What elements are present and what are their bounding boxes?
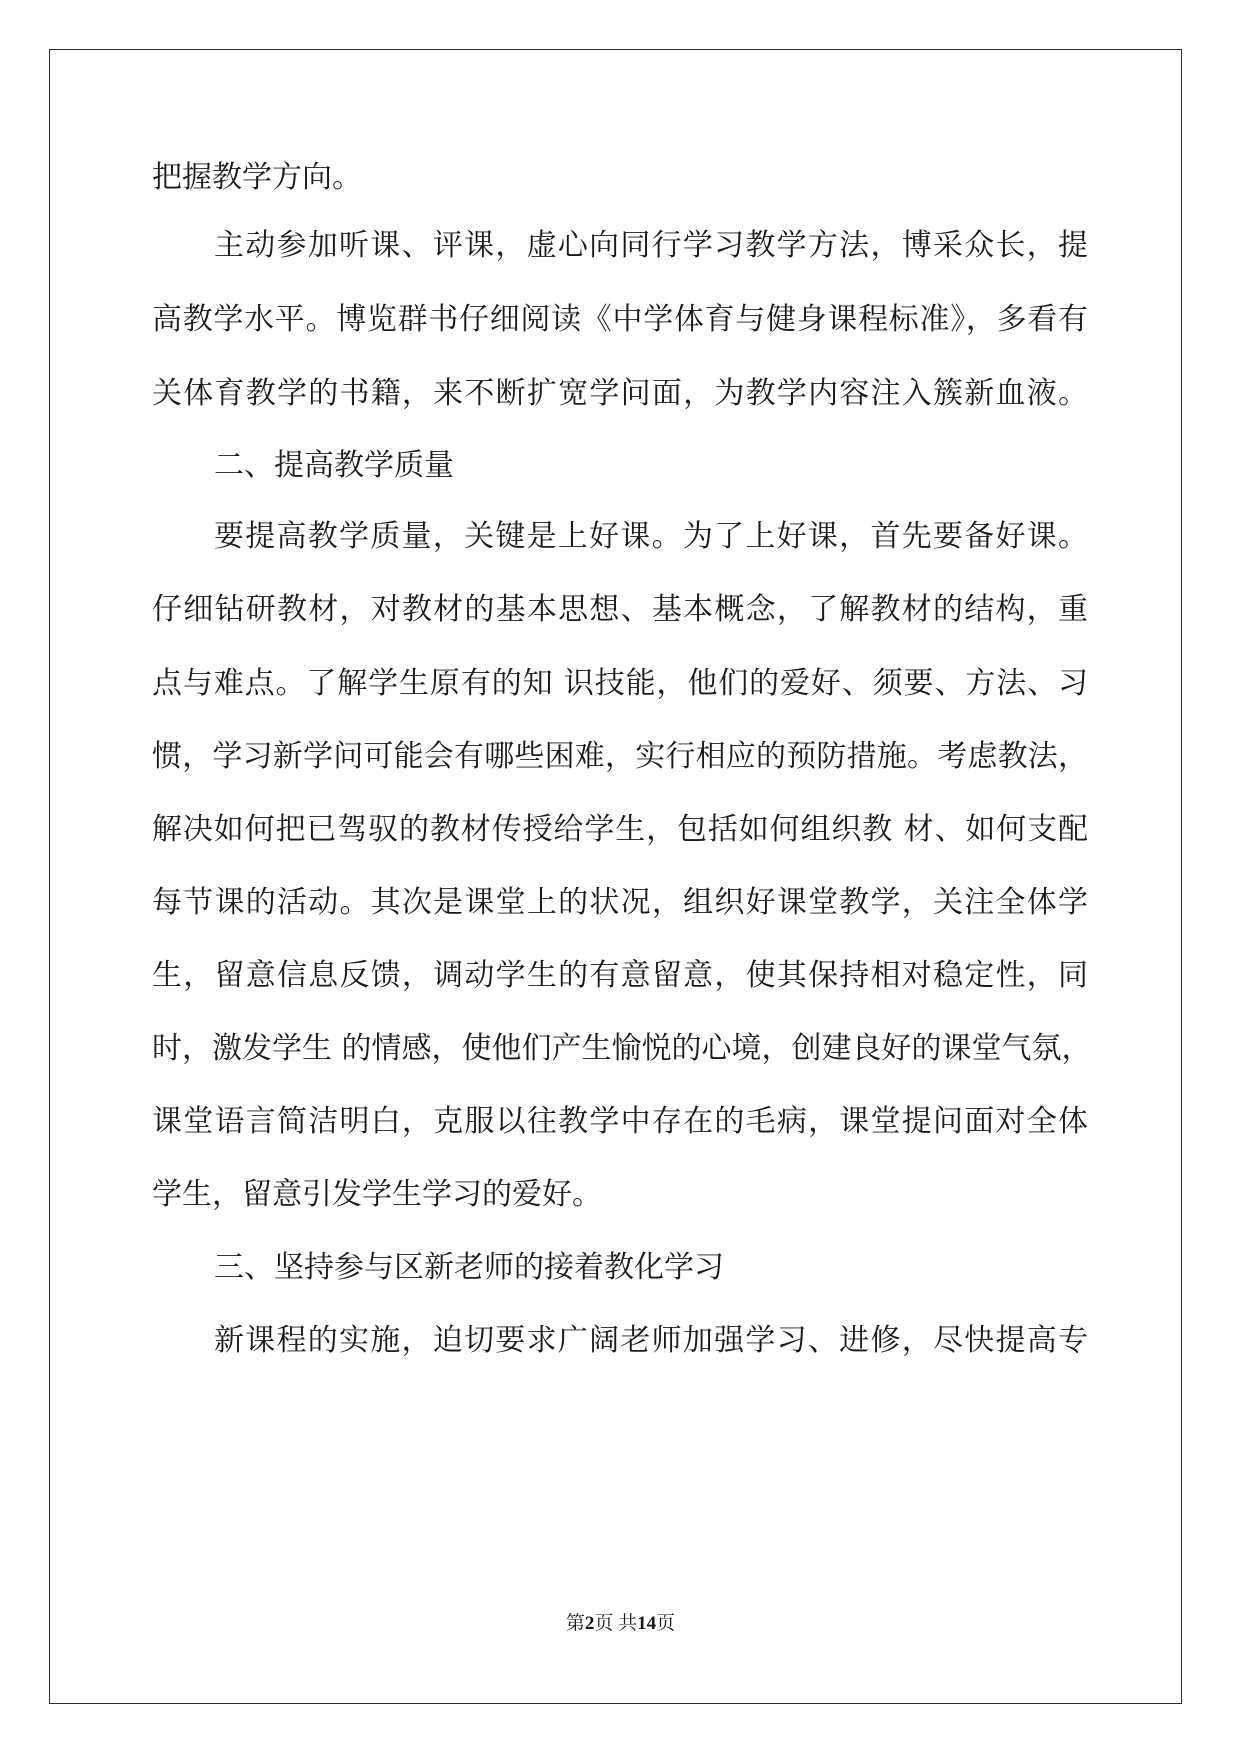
text-line: 高教学水平。博览群书仔细阅读《中学体育与健身课程标准》，多看有 (152, 302, 1088, 337)
total-pages: 14 (637, 1613, 657, 1634)
text-line: 课堂语言简洁明白，克服以往教学中存在的毛病，课堂提问面对全体 (152, 1104, 1088, 1139)
page-footer (0, 1608, 1241, 1635)
footer-prefix: 第 (565, 1613, 585, 1634)
text-line: 生，留意信息反馈，调动学生的有意留意，使其保持相对稳定性，同 (152, 958, 1088, 993)
text-line: 仔细钻研教材，对教材的基本思想、基本概念，了解教材的结构，重 (152, 592, 1088, 627)
page-border (49, 49, 1182, 1704)
text-line: 要提高教学质量，关键是上好课。为了上好课，首先要备好课。 (214, 519, 1088, 554)
page-number: 2 (584, 1613, 595, 1634)
text-line: 新课程的实施，迫切要求广阔老师加强学习、进修，尽快提高专 (214, 1323, 1088, 1358)
text-line: 时，激发学生 的情感，使他们产生愉悦的心境，创建良好的课堂气氛， (152, 1031, 1092, 1066)
section-heading: 三、坚持参与区新老师的接着教化学习 (214, 1250, 724, 1285)
footer-middle: 页 共 (594, 1613, 638, 1634)
text-line: 解决如何把已驾驭的教材传授给学生，包括如何组织教 材、如何支配 (152, 812, 1088, 847)
text-line: 主动参加听课、评课，虚心向同行学习教学方法，博采众长，提 (214, 228, 1088, 263)
text-line: 把握教学方向。 (152, 160, 362, 195)
section-heading: 二、提高教学质量 (214, 448, 454, 483)
footer-suffix: 页 (656, 1613, 676, 1634)
text-line: 学生，留意引发学生学习的爱好。 (152, 1177, 602, 1212)
text-line: 每节课的活动。其次是课堂上的状况，组织好课堂教学，关注全体学 (152, 885, 1088, 920)
text-line: 关体育教学的书籍，来不断扩宽学问面，为教学内容注入簇新血液。 (152, 376, 1088, 411)
text-line: 惯，学习新学问可能会有哪些困难，实行相应的预防措施。考虑教法， (152, 739, 1088, 774)
text-line: 点与难点。了解学生原有的知 识技能，他们的爱好、须要、方法、习 (152, 666, 1088, 701)
